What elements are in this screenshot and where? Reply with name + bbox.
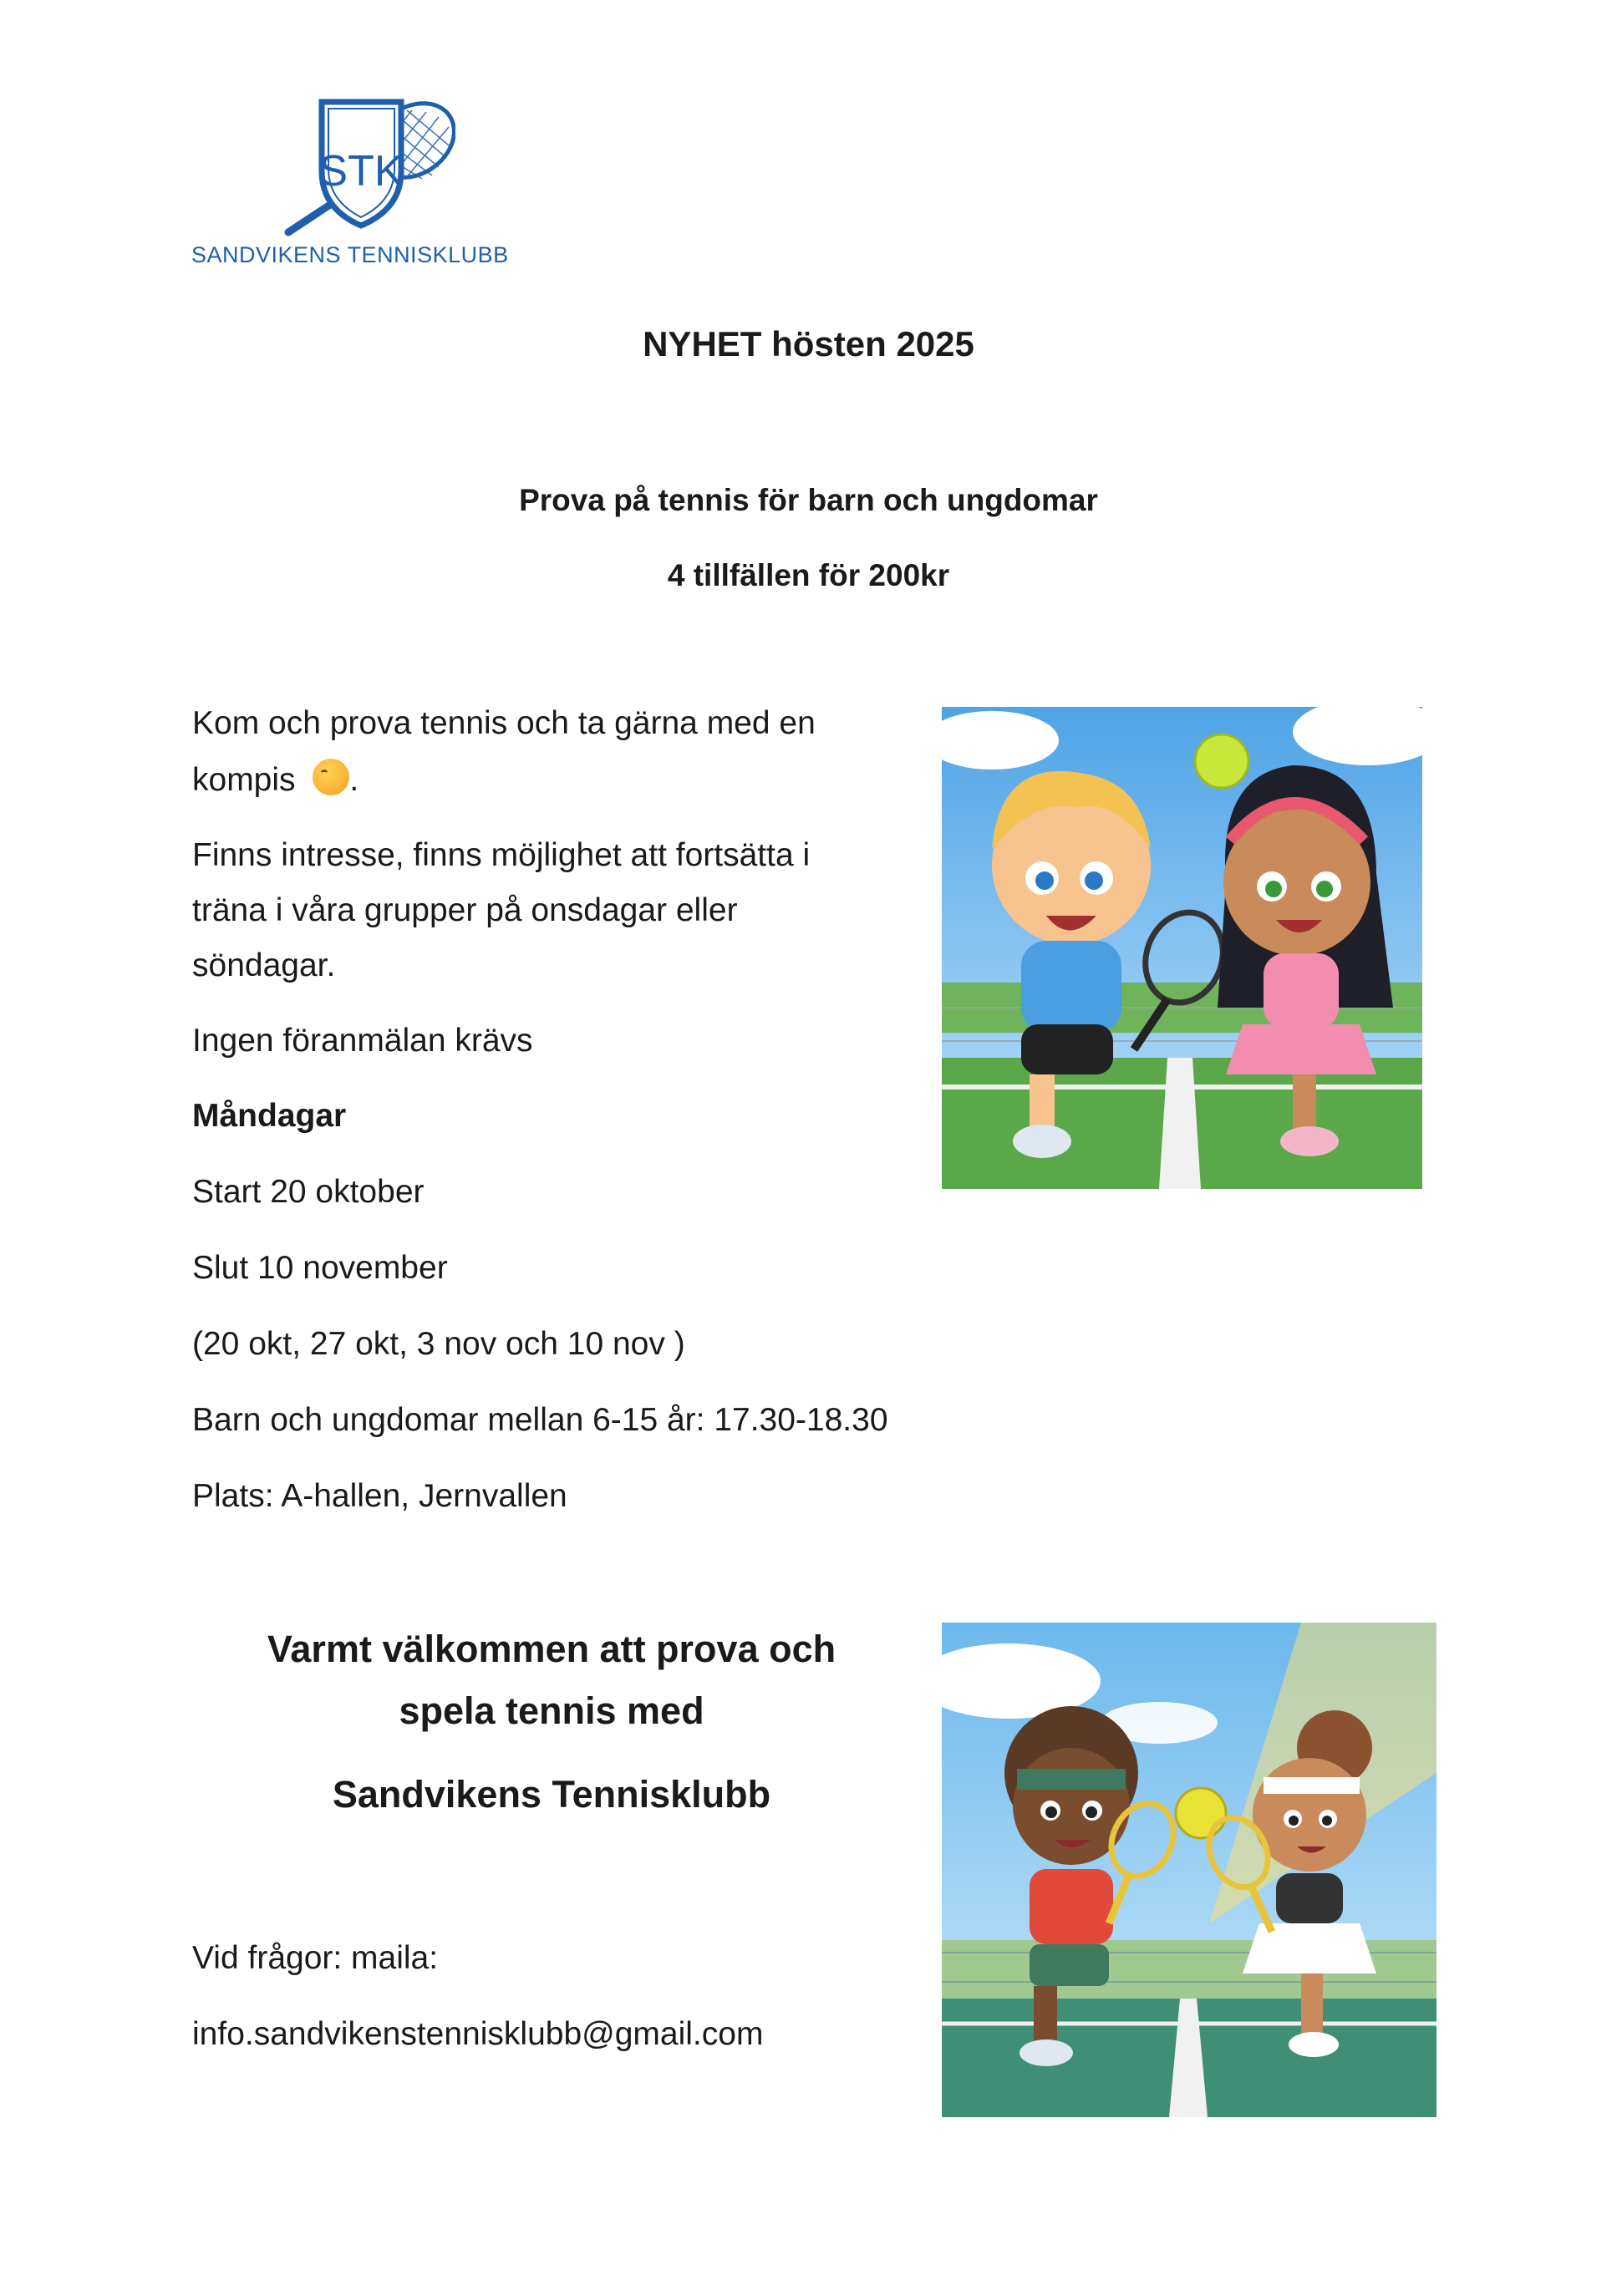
interest-line-2: träna i våra grupper på onsdagar eller <box>192 892 738 928</box>
logo-monogram: STK <box>318 147 404 196</box>
subheading-price: 4 tillfällen för 200kr <box>667 558 950 592</box>
session-dates: (20 okt, 27 okt, 3 nov och 10 nov ) <box>192 1326 685 1362</box>
intro-line-2 <box>192 752 358 809</box>
end-date: Slut 10 november <box>192 1250 448 1286</box>
welcome-line-1: Varmt välkommen att prova och <box>267 1628 836 1670</box>
welcome-line-2: spela tennis med <box>399 1689 704 1732</box>
subheading-offer: Prova på tennis för barn och ungdomar <box>519 483 1098 517</box>
kids-tennis-illustration-2 <box>942 1623 1436 2117</box>
club-logo <box>188 92 514 276</box>
location: Plats: A-hallen, Jernvallen <box>192 1478 567 1514</box>
racket-shield-logo-icon <box>188 92 455 242</box>
kids-tennis-illustration-1 <box>942 707 1422 1189</box>
headline: NYHET hösten 2025 <box>643 324 974 363</box>
interest-line-1: Finns intresse, finns möjlighet att fortsätta i <box>192 837 811 873</box>
interest-line-3: söndagar. <box>192 947 336 983</box>
intro-word: kompis <box>192 762 296 798</box>
contact-email[interactable]: info.sandvikenstennisklubb@gmail.com <box>192 2016 764 2052</box>
smiling-face-icon <box>313 759 349 795</box>
intro-period: . <box>349 762 359 798</box>
ages-and-time: Barn och ungdomar mellan 6-15 år: 17.30-18.30 <box>192 1402 888 1438</box>
contact-label: Vid frågor: maila: <box>192 1940 439 1976</box>
intro-line-1: Kom och prova tennis och ta gärna med en <box>192 705 816 741</box>
day-heading: Måndagar <box>192 1098 347 1134</box>
no-registration-text: Ingen föranmälan krävs <box>192 1023 533 1059</box>
club-name-logo-text: SANDVIKENS TENNISKLUBB <box>191 242 509 267</box>
start-date: Start 20 oktober <box>192 1174 425 1210</box>
welcome-line-3: Sandvikens Tennisklubb <box>332 1773 771 1816</box>
